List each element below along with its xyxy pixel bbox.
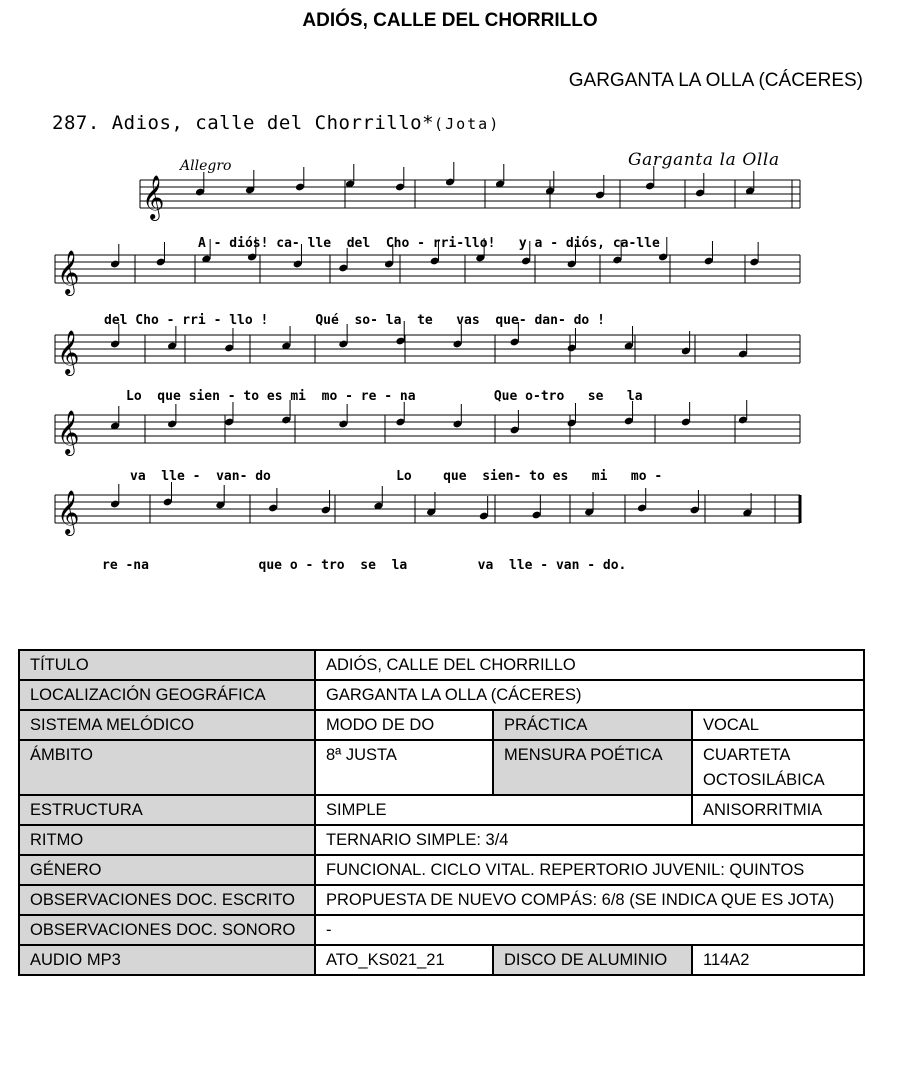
ritmo-label: RITMO: [19, 825, 315, 855]
estructura-value: SIMPLE: [315, 795, 692, 825]
practica-value: VOCAL: [692, 710, 864, 740]
document-location: GARGANTA LA OLLA (CÁCERES): [568, 70, 863, 91]
table-row-obs-sonoro: [19, 915, 864, 945]
table-row-audio: [19, 945, 864, 975]
localizacion-label: LOCALIZACIÓN GEOGRÁFICA: [19, 680, 315, 710]
genero-label: GÉNERO: [19, 855, 315, 885]
practica-label: PRÁCTICA: [493, 710, 692, 740]
treble-clef-icon: 𝄞: [57, 490, 80, 534]
mensura-value: CUARTETA OCTOSILÁBICA: [692, 740, 864, 795]
audio-label: AUDIO MP3: [19, 945, 315, 975]
table-row-ritmo: [19, 825, 864, 855]
score-place: Garganta la Olla: [628, 150, 780, 170]
titulo-value: ADIÓS, CALLE DEL CHORRILLO: [315, 650, 864, 680]
treble-clef-icon: 𝄞: [142, 175, 165, 219]
lyric-line-3: Lo que sien - to es mi mo - re - na Que o-tro se la: [126, 389, 643, 404]
table-row-titulo: [19, 650, 864, 680]
score-heading: [52, 112, 500, 134]
obs-sonoro-value: -: [315, 915, 864, 945]
table-row-ambito: [19, 740, 864, 795]
ambito-label: ÁMBITO: [19, 740, 315, 795]
treble-clef-icon: 𝄞: [57, 330, 80, 374]
estructura-extra: ANISORRITMIA: [692, 795, 864, 825]
table-row-estructura: [19, 795, 864, 825]
ambito-value: 8ª JUSTA: [315, 740, 493, 795]
sistema-value: MODO DE DO: [315, 710, 493, 740]
lyric-line-4: va lle - van- do Lo que sien- to es mi mo -: [130, 469, 663, 484]
tempo-marking: Allegro: [180, 158, 232, 174]
treble-clef-icon: 𝄞: [57, 410, 80, 454]
table-row-localizacion: [19, 680, 864, 710]
mensura-label: MENSURA POÉTICA: [493, 740, 692, 795]
table-row-genero: [19, 855, 864, 885]
obs-sonoro-label: OBSERVACIONES DOC. SONORO: [19, 915, 315, 945]
music-score: [40, 160, 820, 580]
disco-value: 114A2: [692, 945, 864, 975]
table-row-sistema: [19, 710, 864, 740]
lyric-line-5: re -na que o - tro se la va lle - van - do.: [102, 558, 627, 573]
sistema-label: SISTEMA MELÓDICO: [19, 710, 315, 740]
localizacion-value: GARGANTA LA OLLA (CÁCERES): [315, 680, 864, 710]
score-genre: (Jota): [434, 115, 501, 133]
estructura-label: ESTRUCTURA: [19, 795, 315, 825]
lyric-line-1: A - diós! ca- lle del Cho - rri-llo! y a - diós, ca-lle: [198, 236, 660, 251]
obs-escrito-value: PROPUESTA DE NUEVO COMPÁS: 6/8 (SE INDICA QUE ES JOTA): [315, 885, 864, 915]
genero-value: FUNCIONAL. CICLO VITAL. REPERTORIO JUVENIL: QUINTOS: [315, 855, 864, 885]
table-row-obs-escrito: [19, 885, 864, 915]
obs-escrito-label: OBSERVACIONES DOC. ESCRITO: [19, 885, 315, 915]
treble-clef-icon: 𝄞: [57, 250, 80, 294]
lyric-line-2: del Cho - rri - llo ! Qué so- la te vas que- dan- do !: [104, 313, 605, 328]
titulo-label: TÍTULO: [19, 650, 315, 680]
audio-value: ATO_KS021_21: [315, 945, 493, 975]
disco-label: DISCO DE ALUMINIO: [493, 945, 692, 975]
score-title: 287. Adios, calle del Chorrillo*: [52, 112, 435, 134]
metadata-table: [18, 649, 865, 976]
document-title: ADIÓS, CALLE DEL CHORRILLO: [302, 10, 598, 31]
ritmo-value: TERNARIO SIMPLE: 3/4: [315, 825, 864, 855]
